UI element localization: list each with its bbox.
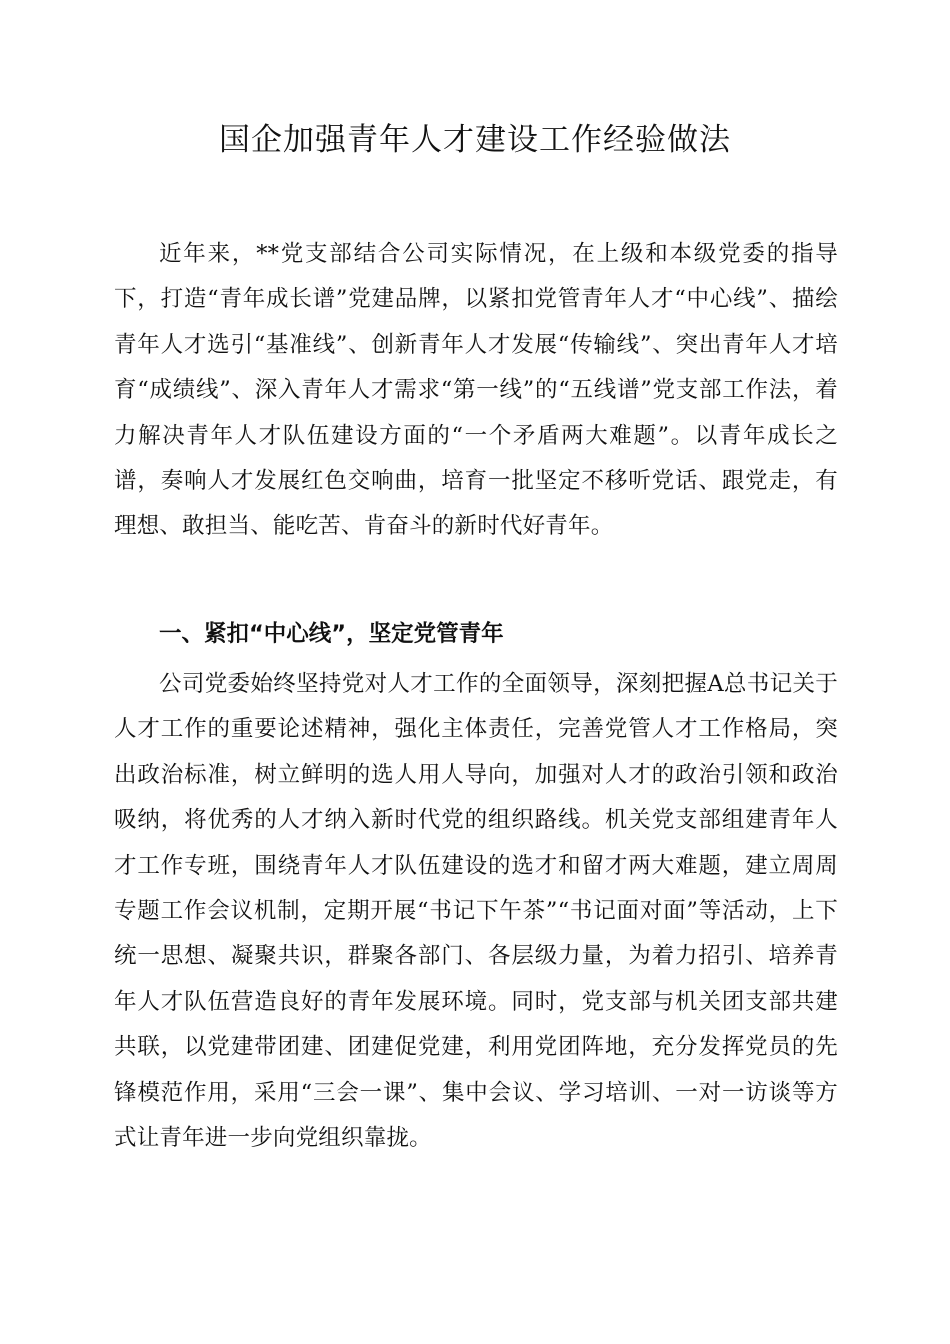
intro-paragraph: 近年来，**党支部结合公司实际情况，在上级和本级党委的指导下，打造“青年成长谱”党建品牌，以紧扣党管青年人才“中心线”、描绘青年人才选引“基准线”、创新青年人才发展“传输线”、突出青年人才培育“成绩线”、深入青年人才需求“第一线”的“五线谱”党支部工作法，着力解决青年人才队伍建设方面的“一个矛盾两大难题”。以青年成长之谱，奏响人才发展红色交响曲，培育一批坚定不移听党话、跟党走，有理想、敢担当、能吃苦、肯奋斗的新时代好青年。 — [114, 241, 838, 540]
section-paragraph-1: 公司党委始终坚持党对人才工作的全面领导，深刻把握A总书记关于人才工作的重要论述精神，强化主体责任，完善党管人才工作格局，突出政治标准，树立鲜明的选人用人导向，加强对人才的政治引领和政治吸纳，将优秀的人才纳入新时代党的组织路线。机关党支部组建青年人才工作专班，围绕青年人才队伍建设的选才和留才两大难题，建立周周专题工作会议机制，定期开展“书记下午茶”“书记面对面”等活动，上下统一思想、凝聚共识，群聚各部门、各层级力量，为着力招引、培养青年人才队伍营造良好的青年发展环境。同时，党支部与机关团支部共建共联，以党建带团建、团建促党建，利用党团阵地，充分发挥党员的先锋模范作用，采用“三会一课”、集中会议、学习培训、一对一访谈等方式让青年进一步向党组织靠拢。 — [114, 671, 838, 1152]
document-title: 国企加强青年人才建设工作经验做法 — [219, 122, 731, 158]
section-heading-1: 一、紧扣“中心线”，坚定党管青年 — [159, 621, 504, 647]
